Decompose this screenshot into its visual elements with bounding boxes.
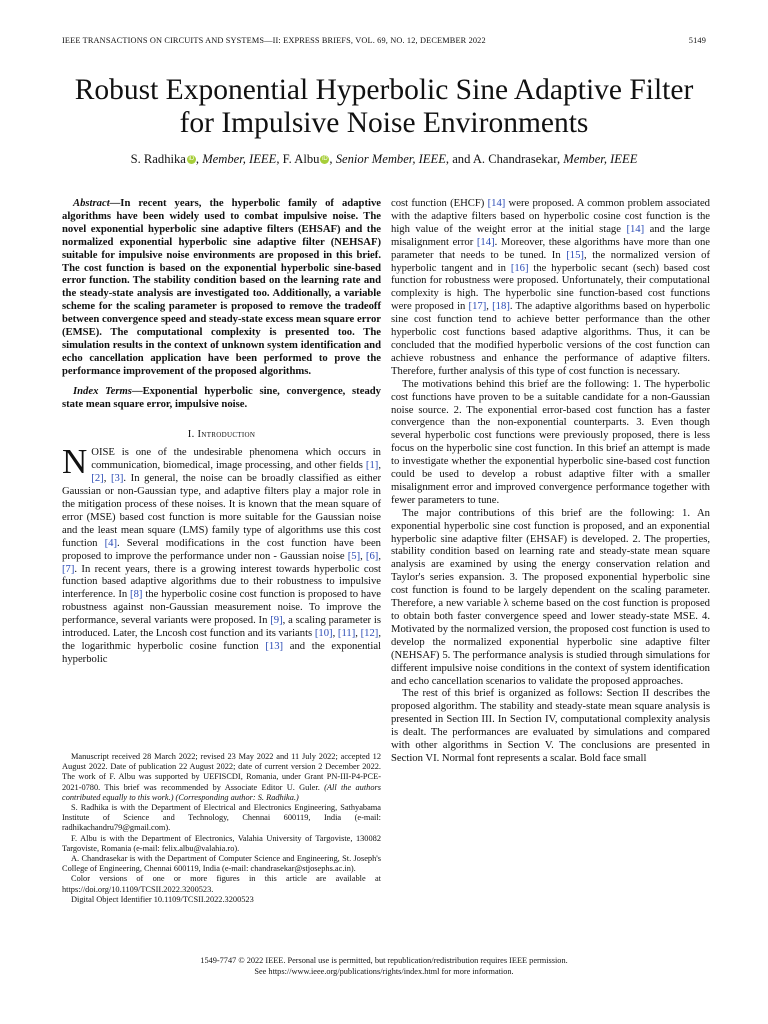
body-paragraph: The rest of this brief is organized as follows: Section II describes the proposed algorithm. The stability and steady-state mean square analysis is presented in Section III. In Section IV, computational complexity analysis is dealt. The performances are evaluated by simulations and compared with other algorithms in Section V. The conclusions are presented in Section VI. Normal font represents a scalar. Bold face small [391, 688, 710, 764]
author-role: Senior Member, IEEE [335, 152, 446, 166]
body-text: the hyperbolic secant (sech) based cost function for robustness were proposed. Unfortunately, their computational complexity is high. The hyperbolic sine function-based cost functions were proposed in [391, 262, 710, 313]
body-text: , [378, 550, 381, 562]
paper-title [0, 74, 768, 140]
author-name: and A. Chandrasekar [452, 152, 557, 166]
body-text: , [486, 301, 493, 313]
citation-link[interactable]: [10] [314, 628, 333, 640]
running-header [62, 36, 706, 45]
citation-link[interactable]: [17] [468, 301, 487, 313]
footnote-manuscript [62, 752, 381, 803]
rights-line: See https://www.ieee.org/publications/rights/index.html for more information. [254, 966, 514, 976]
title-line-1: Robust Exponential Hyperbolic Sine Adaptive Filter [74, 74, 694, 106]
body-text: the hyperbolic cosine cost function is proposed to have robustness against non-Gaussian measurement noise. To improve the performance, several variants were proposed. In [62, 589, 381, 627]
body-text: and the exponential hyperbolic [62, 641, 382, 665]
body-text: were proposed. A common problem associated with the adaptive filters based on hyperbolic cosine cost function is the high value of the weight error at the initial stage [391, 198, 710, 235]
footnote-doi: Digital Object Identifier 10.1109/TCSII.2022.3200523 [71, 894, 254, 904]
author-list: S. Radhika iD , Member, IEEE, F. Albu iD , Senior Member, IEEE, and A. Chandrasekar, Member, IEEE [130, 152, 638, 166]
citation-link[interactable]: [5] [347, 550, 361, 562]
body-text: , the logarithmic hyperbolic cosine function [62, 628, 381, 652]
citation-link[interactable]: [18] [492, 301, 510, 313]
body-text: , [103, 473, 111, 485]
body-text: , the normalized version of hyperbolic tangent and in [391, 249, 710, 274]
author-role: Member, IEEE [563, 152, 638, 166]
body-paragraph: The motivations behind this brief are the following: 1. The hyperbolic cost functions have proven to be a suitable candidate for a non-Gaussian noise source. 2. The exponential error-based cost function has a faster convergence than the non-exponential counterparts. 3. Even though several hyperbolic cost functions were previously proposed, there is less focus on the hyperbolic sine cost function. In this brief an attempt is made to investigate whether the exponential hyperbolic sine-based cost function could be used to develop a robust adaptive filter with a smaller misalignment error and improved convergence performance together with fewer parameters to tune. [391, 378, 710, 506]
section-heading [62, 429, 381, 442]
body-text: , [360, 550, 366, 562]
footnote-color-versions: Color versions of one or more figures in this article are available at https://doi.org/10.1109/TCSII.2022.3200523. [62, 874, 381, 894]
citation-link[interactable]: [14] [626, 223, 645, 235]
body-text: , a scaling parameter is introduced. Later, the Lncosh cost function and its variants [62, 615, 381, 640]
citation-link[interactable]: [11] [337, 628, 356, 640]
body-text: , [378, 460, 381, 472]
body-text: , [355, 628, 361, 640]
abstract [62, 198, 381, 379]
body-text: . The adaptive algorithms based on hyperbolic sine cost function tend to achieve better performance than the other hyperbolic cost functions based adaptive algorithms. Thus, it can be concluded that the modified hyperbolic versions of the cost function can achieve robustness and enhance the performance of adaptive filters. Therefore, further analysis of this type of cost function is necessary. [391, 301, 710, 377]
footnote-note: (All the authors contributed equally to this work.) (Corresponding author: S. Radhika.) [62, 782, 381, 802]
page-number: 5149 [688, 36, 706, 45]
citation-link[interactable]: [14] [476, 236, 495, 248]
author-name: S. Radhika [130, 152, 186, 166]
body-text: . Several modifications in the cost function have been proposed to improve the performance under non - Gaussian noise [62, 537, 381, 562]
author-name: F. Albu [282, 152, 320, 166]
abstract-text: —In recent years, the hyperbolic family of adaptive algorithms have been widely used to combat impulsive noise. The novel exponential hyperbolic sine adaptive filters (EHSAF) and the normalized exponential hyperbolic sine adaptive filter (NEHSAF) suitable for impulsive noise environments are proposed in this brief. The cost function is based on the exponential hyperbolic sine-based error function. The stability condition based on the learning rate and the steady-state analysis are investigated too. Additionally, a variable scheme for the scaling parameter is proposed to remove the tradeoff between convergence speed and steady-state excess mean square error (EMSE). The computational complexity is presented too. The simulation results in the context of unknown system identification and echo cancellation application have been performed to prove the performance improvement of the proposed algorithms. [62, 198, 381, 377]
citation-link[interactable]: [6] [365, 550, 379, 562]
body-paragraph [391, 198, 710, 379]
section-title: Introduction [197, 428, 256, 440]
index-terms-label: Index Terms [73, 385, 132, 397]
left-column [62, 198, 381, 667]
orcid-icon[interactable]: iD [188, 156, 195, 162]
copyright-line: 1549-7747 © 2022 IEEE. Personal use is permitted, but republication/redistribution requires IEEE permission. [200, 956, 568, 965]
copyright-footer [0, 956, 768, 977]
body-text: cost function (EHCF) [391, 198, 488, 209]
title-line-2: for Impulsive Noise Environments [179, 107, 589, 139]
body-text: . Moreover, these algorithms have more than one parameter that needs to be tuned. In [391, 236, 710, 261]
body-text: . In recent years, there is a growing interest towards hyperbolic cost function based adaptive algorithms due to their robustness to impulsive interference. In [62, 563, 381, 601]
drop-cap: N [62, 442, 88, 482]
citation-link[interactable]: [8] [130, 589, 143, 601]
citation-link[interactable]: [16] [510, 262, 529, 274]
footnote-text: Manuscript received 28 March 2022; revised 23 May 2022 and 11 July 2022; accepted 12 August 2022. Date of publication 22 August 2022; date of current version 2 December 2022. The work of F. Albu was supported by UEFISCDI, Romania, under Grant PN-III-P4-PCE-2021-0780. This brief was recommended by Associate Editor U. Guler. [62, 752, 381, 792]
index-terms [62, 386, 381, 412]
citation-link[interactable]: [7] [62, 563, 75, 575]
index-terms-text: —Exponential hyperbolic sine, convergence, steady state mean square error, impulsive noise. [62, 385, 382, 410]
author-role: Member, IEEE [202, 152, 277, 166]
citation-link[interactable]: [15] [566, 249, 584, 261]
body-text: OISE is one of the undesirable phenomena which occurs in communication, biomedical, image processing, and other fields [91, 447, 381, 472]
footnote-affiliation: F. Albu is with the Department of Electronics, Valahia University of Targoviste, 130082 Targoviste, Romania (e-mail: felix.albu@valahia.ro). [62, 833, 381, 853]
journal-name: IEEE TRANSACTIONS ON CIRCUITS AND SYSTEMS—II: EXPRESS BRIEFS, VOL. 69, NO. 12, DECEMBER 2022 [62, 36, 486, 45]
citation-link[interactable]: [2] [91, 473, 104, 485]
citation-link[interactable]: [4] [104, 537, 117, 549]
citation-link[interactable]: [9] [270, 615, 283, 627]
citation-link[interactable]: [13] [265, 641, 284, 652]
right-column [391, 198, 710, 766]
citation-link[interactable]: [3] [110, 473, 124, 485]
footnote-affiliation: S. Radhika is with the Department of Electrical and Electronics Engineering, Sathyabama Institute of Science and Technology, Chennai 600119, India (e-mail: radhikachandru79@gmail.com). [62, 803, 381, 833]
body-text: , [332, 628, 338, 640]
body-text: and the large misalignment error [391, 223, 710, 248]
footnote-affiliation: A. Chandrasekar is with the Department of Computer Science and Engineering, St. Joseph's College of Engineering, Chennai 600119, India (e-mail: chandrasekar@stjosephs.ac.in). [62, 854, 381, 874]
citation-link[interactable]: [1] [365, 460, 379, 472]
footnotes [62, 752, 381, 905]
citation-link[interactable]: [14] [487, 198, 506, 209]
abstract-label: Abstract [73, 198, 110, 209]
body-paragraph: The major contributions of this brief are the following: 1. An exponential hyperbolic sine cost function is proposed, and an exponential hyperbolic sine adaptive filter (EHSAF) is developed. 2. The properties, stability condition based on learning rate and steady-state mean square analysis are examined by using the energy conservation relation and Taylor's series expansion. 3. The proposed exponential hyperbolic sine cost function is found to be largely dependent on the scaling parameter. Therefore, a new variable λ scheme based on the cost function is proposed to obtain both faster convergence speed and lower steady-state MSE. 4. Motivated by the normalized version, the proposed cost function is used to develop the normalized exponential hyperbolic sine adaptive filter (NEHSAF) 5. The performance analysis is studied through simulations for different impulsive noise conditions in the context of system identification and echo cancellation scenarios to validate the proposed approaches. [391, 507, 710, 687]
intro-paragraph [62, 442, 382, 666]
section-number: I. [187, 428, 195, 440]
citation-link[interactable]: [12] [360, 628, 379, 640]
orcid-icon[interactable]: iD [322, 156, 328, 162]
body-text: . In general, the noise can be broadly classified as either Gaussian or non-Gaussian type, and adaptive filters play a major role in the mitigation process of these noises. It is known that the mean square of error (MSE) based cost function is more suitable for the Gaussian noise and the least mean square (LMS) family type of algorithms use this cost function [62, 473, 382, 549]
